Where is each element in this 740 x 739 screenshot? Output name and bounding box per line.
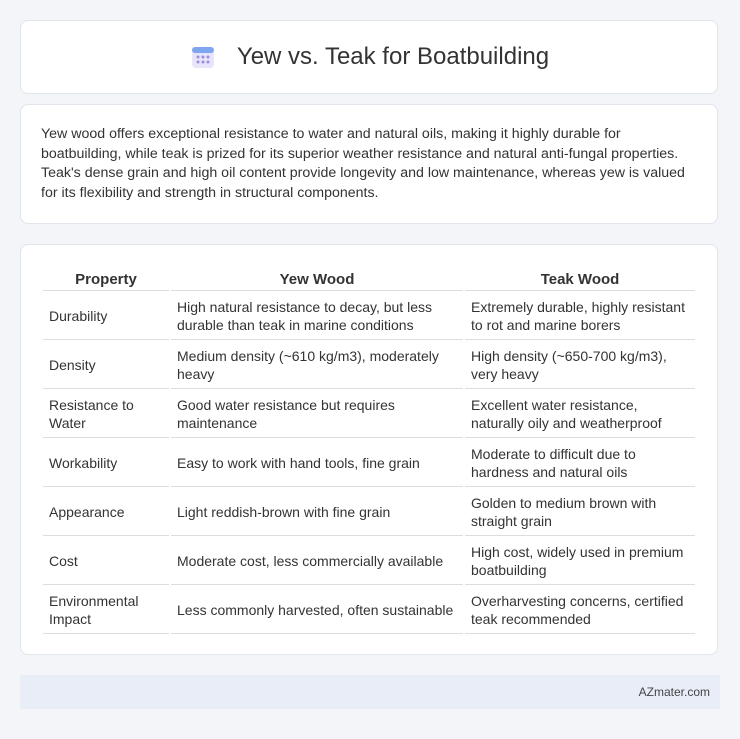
yew-cell: Good water resistance but requires maintenance [171, 391, 463, 438]
teak-cell: Excellent water resistance, naturally oily and weatherproof [465, 391, 695, 438]
property-cell: Appearance [43, 489, 169, 536]
header-yew-wood: Yew Wood [171, 267, 463, 291]
property-cell: Resistance to Water [43, 391, 169, 438]
teak-cell: Golden to medium brown with straight grain [465, 489, 695, 536]
page-title: Yew vs. Teak for Boatbuilding [236, 43, 550, 70]
header-teak-wood: Teak Wood [465, 267, 695, 291]
table-row [43, 587, 695, 634]
yew-cell: Moderate cost, less commercially available [171, 538, 463, 585]
yew-cell: Easy to work with hand tools, fine grain [171, 440, 463, 487]
comparison-table-card [20, 244, 718, 655]
property-cell: Durability [43, 293, 169, 340]
yew-cell: Less commonly harvested, often sustainable [171, 587, 463, 634]
property-cell: Environmental Impact [43, 587, 169, 634]
description-text: Yew wood offers exceptional resistance to water and natural oils, making it highly durable for boatbuilding, while teak is prized for its superior weather resistance and natural anti-fungal properties. Teak's dense grain and high oil content provide longevity and low maintenance, whereas yew is valued for its flexibility and strength in structural components. [41, 126, 685, 201]
yew-cell: Medium density (~610 kg/m3), moderately heavy [171, 342, 463, 389]
table-row [43, 440, 695, 487]
teak-cell: Overharvesting concerns, certified teak recommended [465, 587, 695, 634]
comparison-table [41, 265, 697, 636]
property-cell: Workability [43, 440, 169, 487]
table-row [43, 538, 695, 585]
table-row [43, 489, 695, 536]
title-card [20, 20, 718, 94]
footer [20, 675, 720, 709]
yew-cell: High natural resistance to decay, but less durable than teak in marine conditions [171, 293, 463, 340]
table-header-row [43, 267, 695, 291]
calendar-icon [189, 43, 217, 71]
property-cell: Density [43, 342, 169, 389]
table-row [43, 391, 695, 438]
description-card [20, 104, 718, 224]
table-row [43, 293, 695, 340]
footer-brand: AZmater.com [638, 685, 710, 699]
header-property: Property [43, 267, 169, 291]
teak-cell: Extremely durable, highly resistant to rot and marine borers [465, 293, 695, 340]
table-row [43, 342, 695, 389]
yew-cell: Light reddish-brown with fine grain [171, 489, 463, 536]
teak-cell: Moderate to difficult due to hardness and natural oils [465, 440, 695, 487]
teak-cell: High density (~650-700 kg/m3), very heavy [465, 342, 695, 389]
property-cell: Cost [43, 538, 169, 585]
teak-cell: High cost, widely used in premium boatbuilding [465, 538, 695, 585]
